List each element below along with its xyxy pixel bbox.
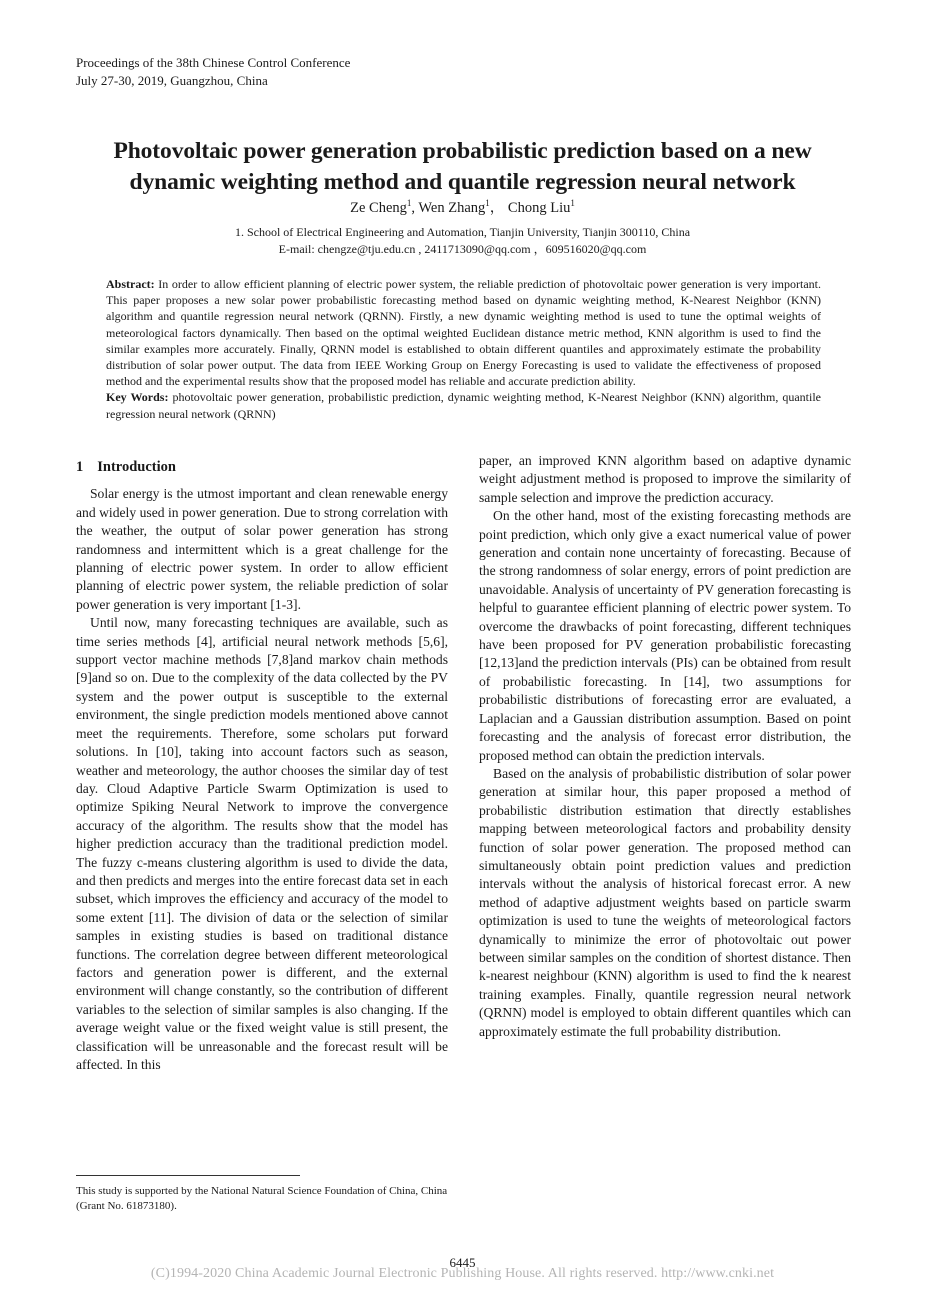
paper-title — [40, 136, 885, 198]
abstract-paragraph — [106, 276, 821, 389]
abstract-text: In order to allow efficient planning of electric power system, the reliable prediction of photovoltaic power generation is very important. This paper proposes a new solar power probabilistic forecasting method based on dynamic weighting method, K-Nearest Neighbor (KNN) algorithm and quantile regression neural network (QRNN). Firstly, a new dynamic weighting method is used to tune the optimal weights of meteorological factors dynamically. Then based on the optimal weighted Euclidean distance metric method, KNN algorithm is used to find the similar examples more accurately. Finally, QRNN model is established to obtain different quantiles and approximately estimate the probability distribution of solar power output. The data from IEEE Working Group on Energy Forecasting is used to validate the effectiveness of proposed method and the experimental results show that the proposed model has reliable and accurate prediction ability. — [106, 277, 821, 389]
author-list — [0, 193, 925, 218]
keywords-text: photovoltaic power generation, probabilistic prediction, dynamic weighting method, K-Nearest Neighbor (KNN) algorithm, quantile regression neural network (QRNN) — [106, 390, 821, 421]
section-title: Introduction — [97, 459, 176, 475]
abstract-label: Abstract: — [106, 277, 155, 291]
body-paragraph: Until now, many forecasting techniques are available, such as time series methods [4], artificial neural network methods [5,6], support vector machine methods [7,8]and markov chain methods [9]and so on. Due to the complexity of the data collected by the PV system and the power output is susceptible to the external environment, the single prediction models mentioned above cannot meet the requirements. Therefore, some scholars put forward solutions. In [10], taking into account factors such as season, weather and meteorology, the author chooses the similar day of test day. Cloud Adaptive Particle Swarm Optimization is used to optimize Spiking Neural Network to improve the convergence accuracy of the algorithm. The results show that the model has higher prediction accuracy than the traditional prediction model. The fuzzy c-means clustering algorithm is used to divide the data, and then predicts and merges into the entire forecast data set in each subset, which improves the efficiency and accuracy of the model to some extent [11]. The division of data or the selection of similar samples in existing studies is based on traditional distance functions. The correlation degree between different meteorological factors and generation power is different, and the external environment will change constantly, so the contribution of different variables to the selection of similar samples is also changing. If the average weight value or the fixed weight value is still present, the classification will be unreasonable and the forecast result will be affected. In this — [76, 615, 448, 1072]
author-affiliation-mark: 1 — [406, 198, 412, 208]
copyright-watermark: (C)1994-2020 China Academic Journal Electronic Publishing House. All rights reserved. http://www.cnki.net — [150, 1266, 775, 1281]
conference-date-location: July 27-30, 2019, Guangzhou, China — [76, 73, 268, 88]
body-paragraph: Solar energy is the utmost important and clean renewable energy and widely used in power generation. Due to strong correlation with the weather, the output of solar power generation has strong randomness and intermittent which is a great challenge for the planning of electric power system. In order to allow efficient planning of electric power system, the reliable prediction of solar power generation is very important [1-3]. — [76, 486, 448, 612]
footnote-divider — [76, 1175, 300, 1176]
author-separator: , — [411, 199, 419, 216]
affiliation-emails: E-mail: chengze@tju.edu.cn , 2411713090@qq.com ，609516020@qq.com — [278, 241, 647, 256]
body-paragraph: paper, an improved KNN algorithm based on adaptive dynamic weight adjustment method is proposed to improve the similarity of sample selection and improve the prediction accuracy. — [479, 453, 851, 505]
funding-footnote: This study is supported by the National Natural Science Foundation of China, China (Grant No. 61873180). — [76, 1185, 448, 1212]
conference-header — [76, 54, 350, 90]
affiliation-block — [0, 224, 925, 257]
abstract-block — [106, 276, 821, 422]
keywords-paragraph — [106, 389, 821, 421]
body-paragraph: Based on the analysis of probabilistic distribution of solar power generation at similar hour, this paper proposed a method of probabilistic distribution estimation that directly establishes mapping between meteorological factors and probability density function of solar power generation. The proposed method can simultaneously obtain point prediction values and prediction intervals without the analysis of historical forecast error. A new method of adaptive adjustment weights based on particle swarm optimization is used to tune the weights of meteorological factors dynamically to minimize the error of photovoltaic out power between similar samples on the condition of shortest distance. Then k-nearest neighbour (KNN) algorithm is used to find the k nearest training examples. Finally, quantile regression neural network (QRNN) model is employed to obtain different quantiles which can approximately estimate the full probability distribution. — [479, 765, 851, 1039]
affiliation-address: 1. School of Electrical Engineering and Automation, Tianjin University, Tianjin 300110, China — [234, 225, 691, 239]
section-heading — [76, 458, 448, 476]
right-column — [479, 452, 851, 1041]
author-name: Ze Cheng — [350, 199, 407, 216]
conference-name: Proceedings of the 38th Chinese Control Conference — [76, 55, 351, 70]
author-separator: ， — [489, 199, 508, 216]
author-affiliation-mark: 1 — [485, 198, 490, 208]
body-paragraph: On the other hand, most of the existing forecasting methods are point prediction, which only give a exact numerical value of power generation and contain none uncertainty of forecasting. Because of the strong randomness of solar energy, errors of point prediction are unavoidable. Analysis of uncertainty of PV generation forecasting is helpful to guarantee efficient planning of electric power system. To overcome the drawbacks of point forecasting, different techniques have been proposed for PV generation probabilistic forecasting [12,13]and the prediction intervals (PIs) can be obtained from result of probabilistic forecasting. In [14], two assumptions for probabilistic distributions of forecasting error are evaluated, a Laplacian and a Gaussian distribution assumption. Based on point forecasting and the analysis of forecast error distribution, the proposed method can obtain the prediction intervals. — [479, 508, 851, 763]
title-line-2: dynamic weighting method and quantile regression neural network — [129, 169, 796, 195]
page-number: 6445 — [449, 1255, 476, 1270]
left-column — [76, 452, 448, 1074]
keywords-label: Key Words: — [106, 390, 169, 405]
title-line-1: Photovoltaic power generation probabilistic prediction based on a new — [113, 138, 812, 164]
author-affiliation-mark: 1 — [570, 198, 575, 208]
section-number: 1 — [76, 459, 84, 475]
author-name: Wen Zhang — [418, 199, 486, 216]
author-name: Chong Liu — [507, 199, 571, 216]
